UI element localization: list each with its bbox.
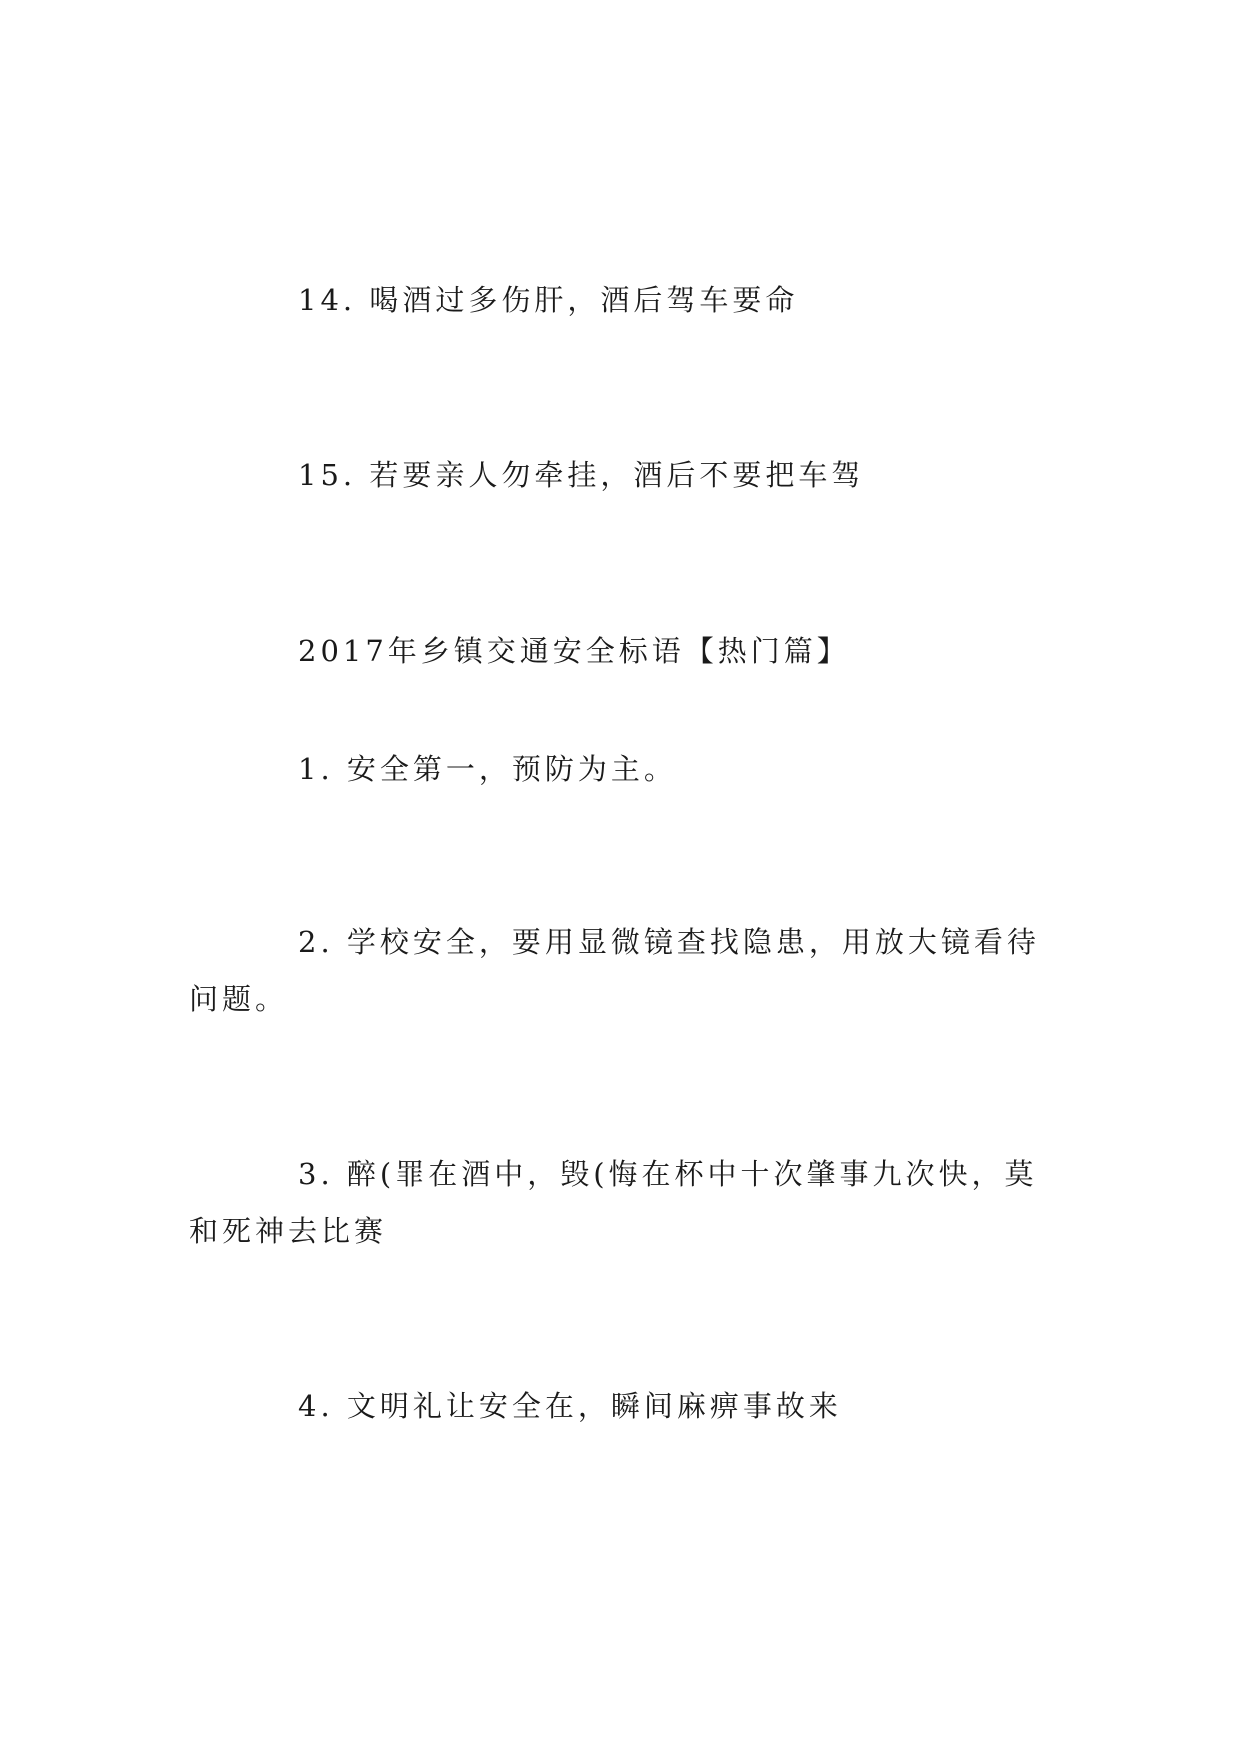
slogan-item-1: 1. 安全第一，预防为主。: [298, 752, 677, 786]
slogan-item-15: 15. 若要亲人勿牵挂，酒后不要把车驾: [298, 458, 865, 492]
slogan-item-2-line-1: 2. 学校安全，要用显微镜查找隐患，用放大镜看待: [298, 925, 1040, 959]
section-heading: 2017年乡镇交通安全标语【热门篇】: [298, 634, 850, 668]
slogan-item-4: 4. 文明礼让安全在，瞬间麻痹事故来: [298, 1389, 842, 1423]
slogan-item-3-line-2: 和死神去比赛: [189, 1214, 388, 1248]
slogan-item-2-line-2: 问题。: [189, 982, 289, 1016]
slogan-item-3-line-1: 3. 醉(罪在酒中，毁(悔在杯中十次肇事九次快，莫: [298, 1157, 1038, 1191]
slogan-item-14: 14. 喝酒过多伤肝，酒后驾车要命: [298, 283, 799, 317]
